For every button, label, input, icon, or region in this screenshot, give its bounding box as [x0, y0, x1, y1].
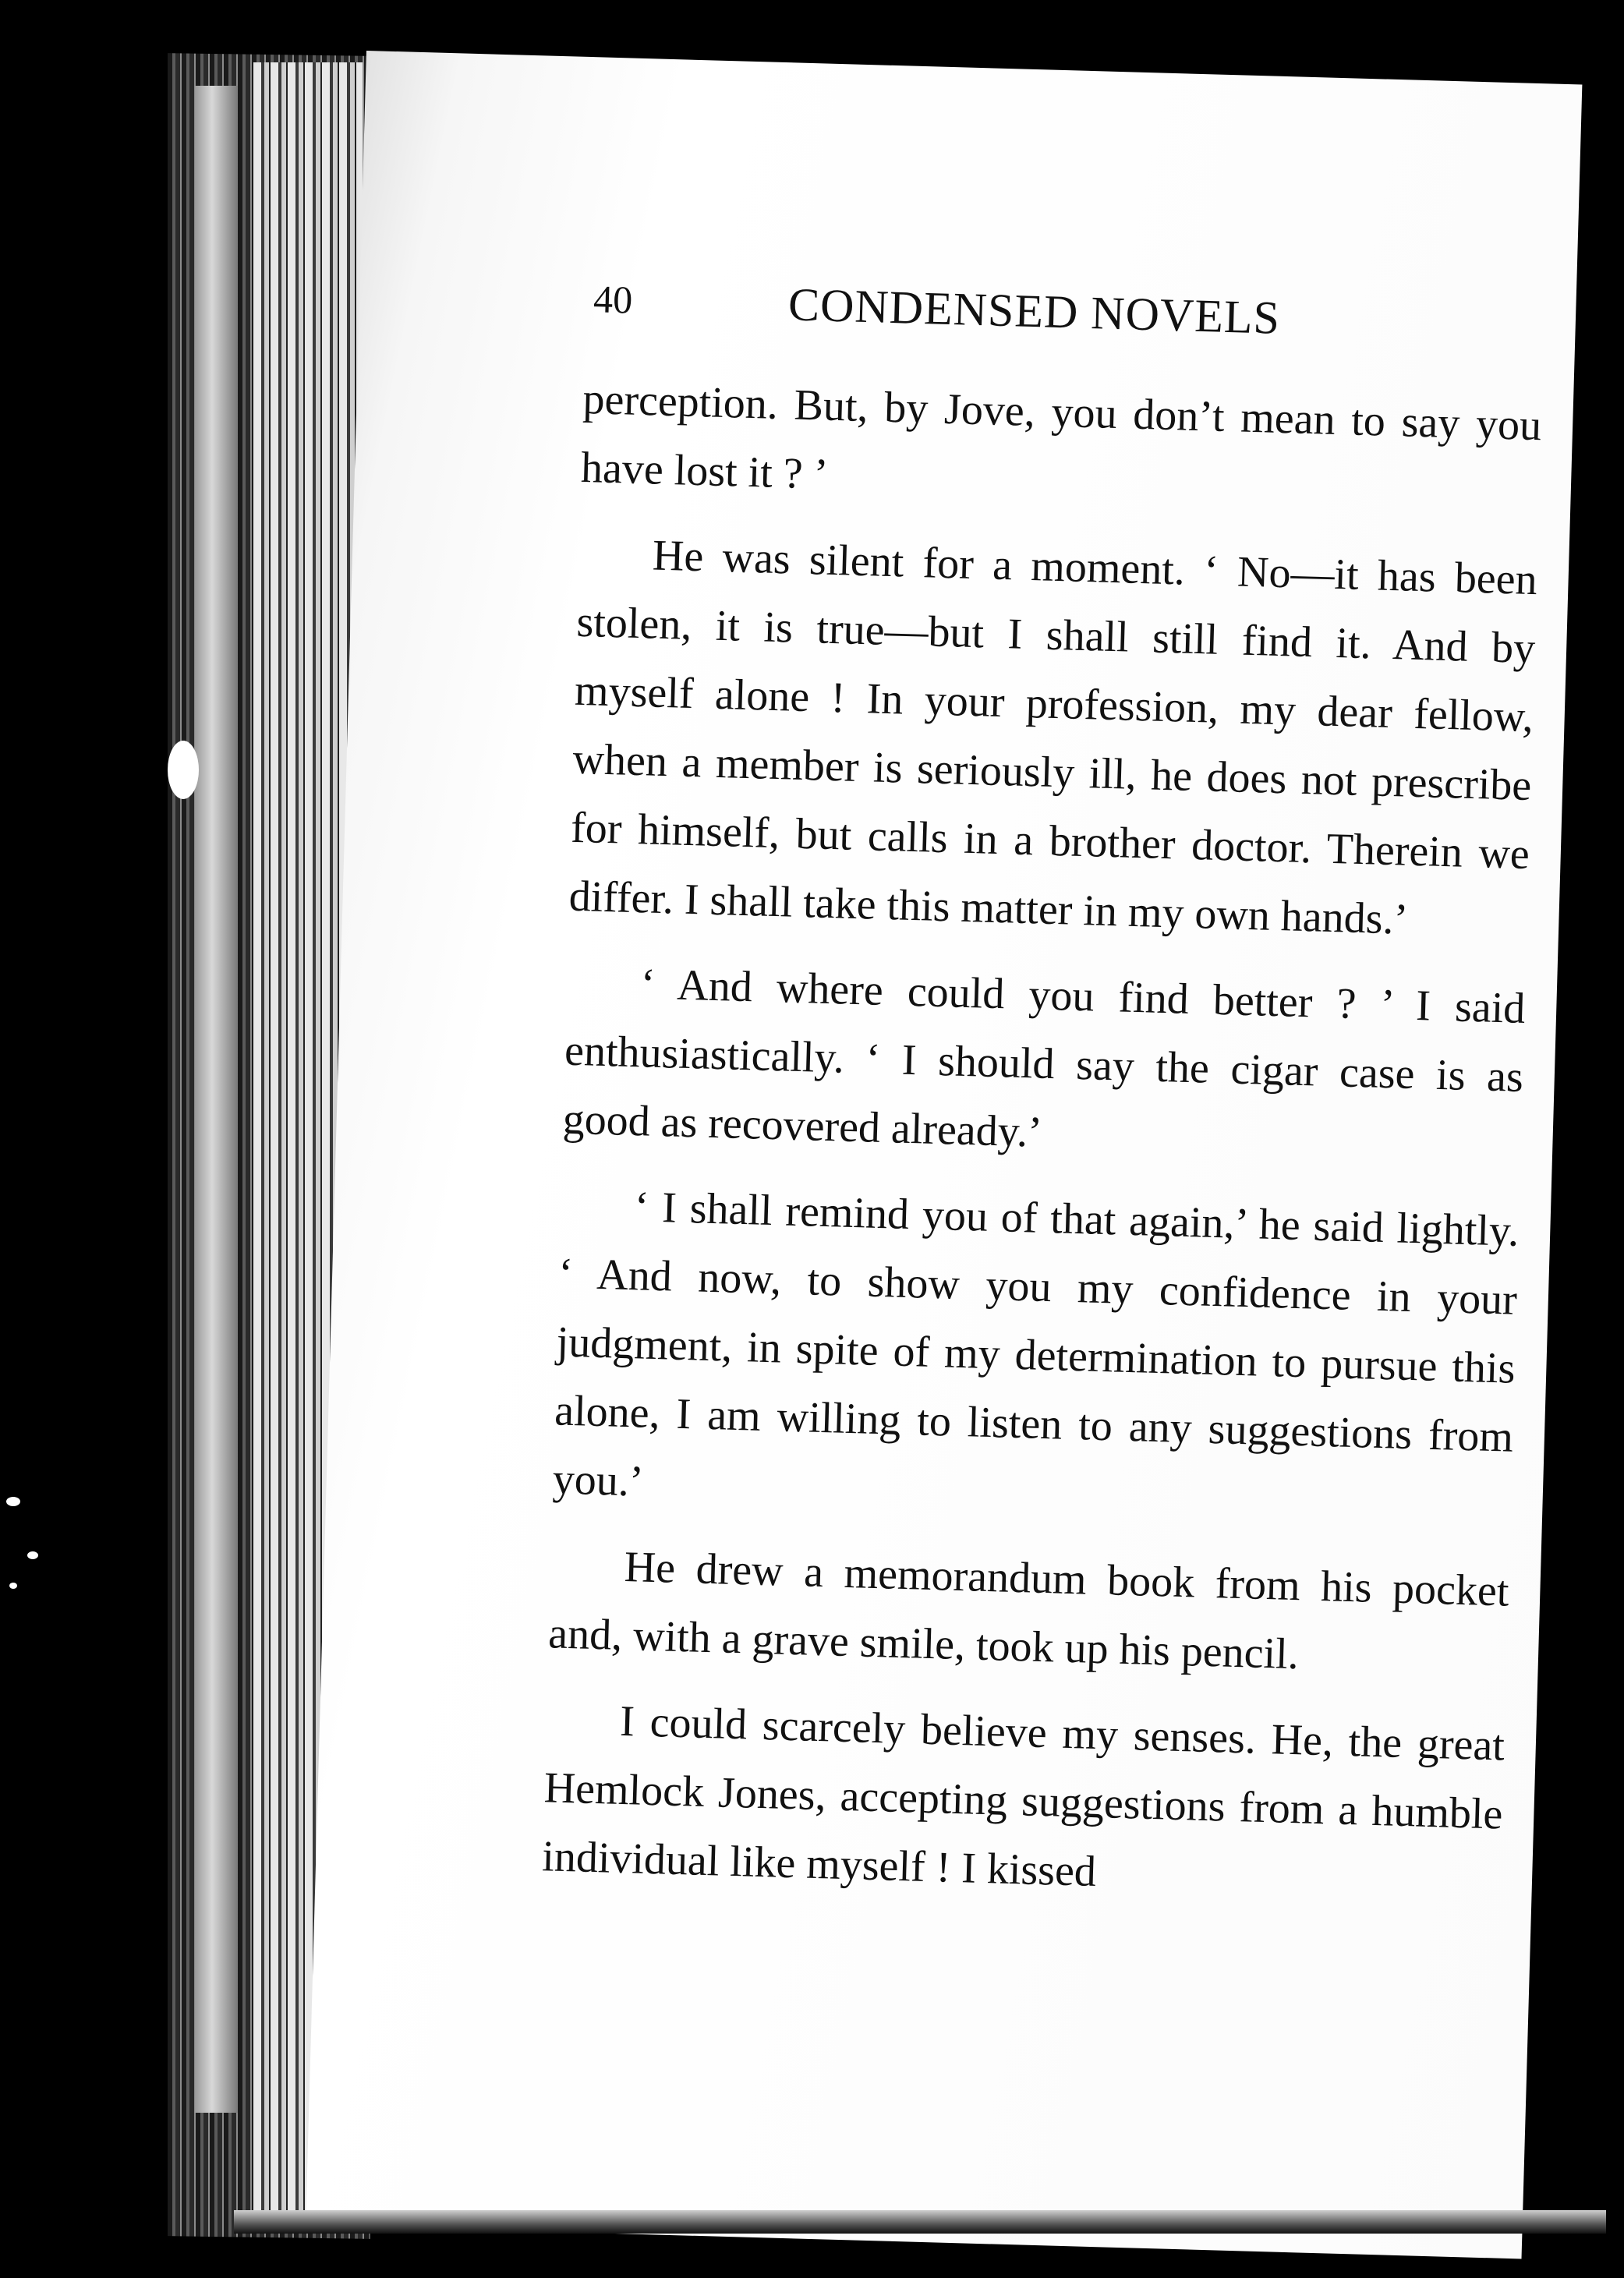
paragraph-1: perception. But, by Jove, you don’t mean to say you have lost it ? ’ [580, 374, 1543, 499]
running-title: CONDENSED NOVELS [787, 278, 1281, 344]
paragraph-2: He was silent for a moment. ‘ No—it has been stolen, it is true—but I shall still find it. And by myself alone ! In your profession, my dear fellow, when a member is seriously ill, he does not prescribe for himself, but calls in a brother doctor. Therein we differ. I shall take this matter in my own hands.’ [568, 531, 1538, 944]
paragraph-6: I could scarcely believe my senses. He, the great Hemlock Jones, accepting suggestions from a humble individual like myself ! I kissed [541, 1696, 1505, 1897]
page-header [593, 267, 1374, 352]
paragraph-3: ‘ And where could you find better ? ’ I said enthusiastically. ‘ I should say the cigar case is as good as recovered already.’ [561, 960, 1527, 1157]
scan-speck [9, 1583, 17, 1589]
book-page [306, 51, 1582, 2259]
paragraph-4: ‘ I shall remind you of that again,’ he said lightly. ‘ And now, to show you my confidence in your judgment, in spite of my determination to pursue this alone, I am willing to listen to any suggestions from you.’ [552, 1183, 1520, 1506]
page-bottom-edge [234, 2210, 1606, 2234]
page-number: 40 [593, 277, 633, 322]
scan-speck [6, 1497, 20, 1506]
scan-speck [27, 1551, 38, 1559]
paragraph-5: He drew a memorandum book from his pocket and, with a grave smile, took up his pencil. [547, 1543, 1510, 1679]
page-edge-highlight [195, 86, 238, 2113]
scan-speck [168, 741, 199, 799]
body-text [541, 365, 1542, 1918]
